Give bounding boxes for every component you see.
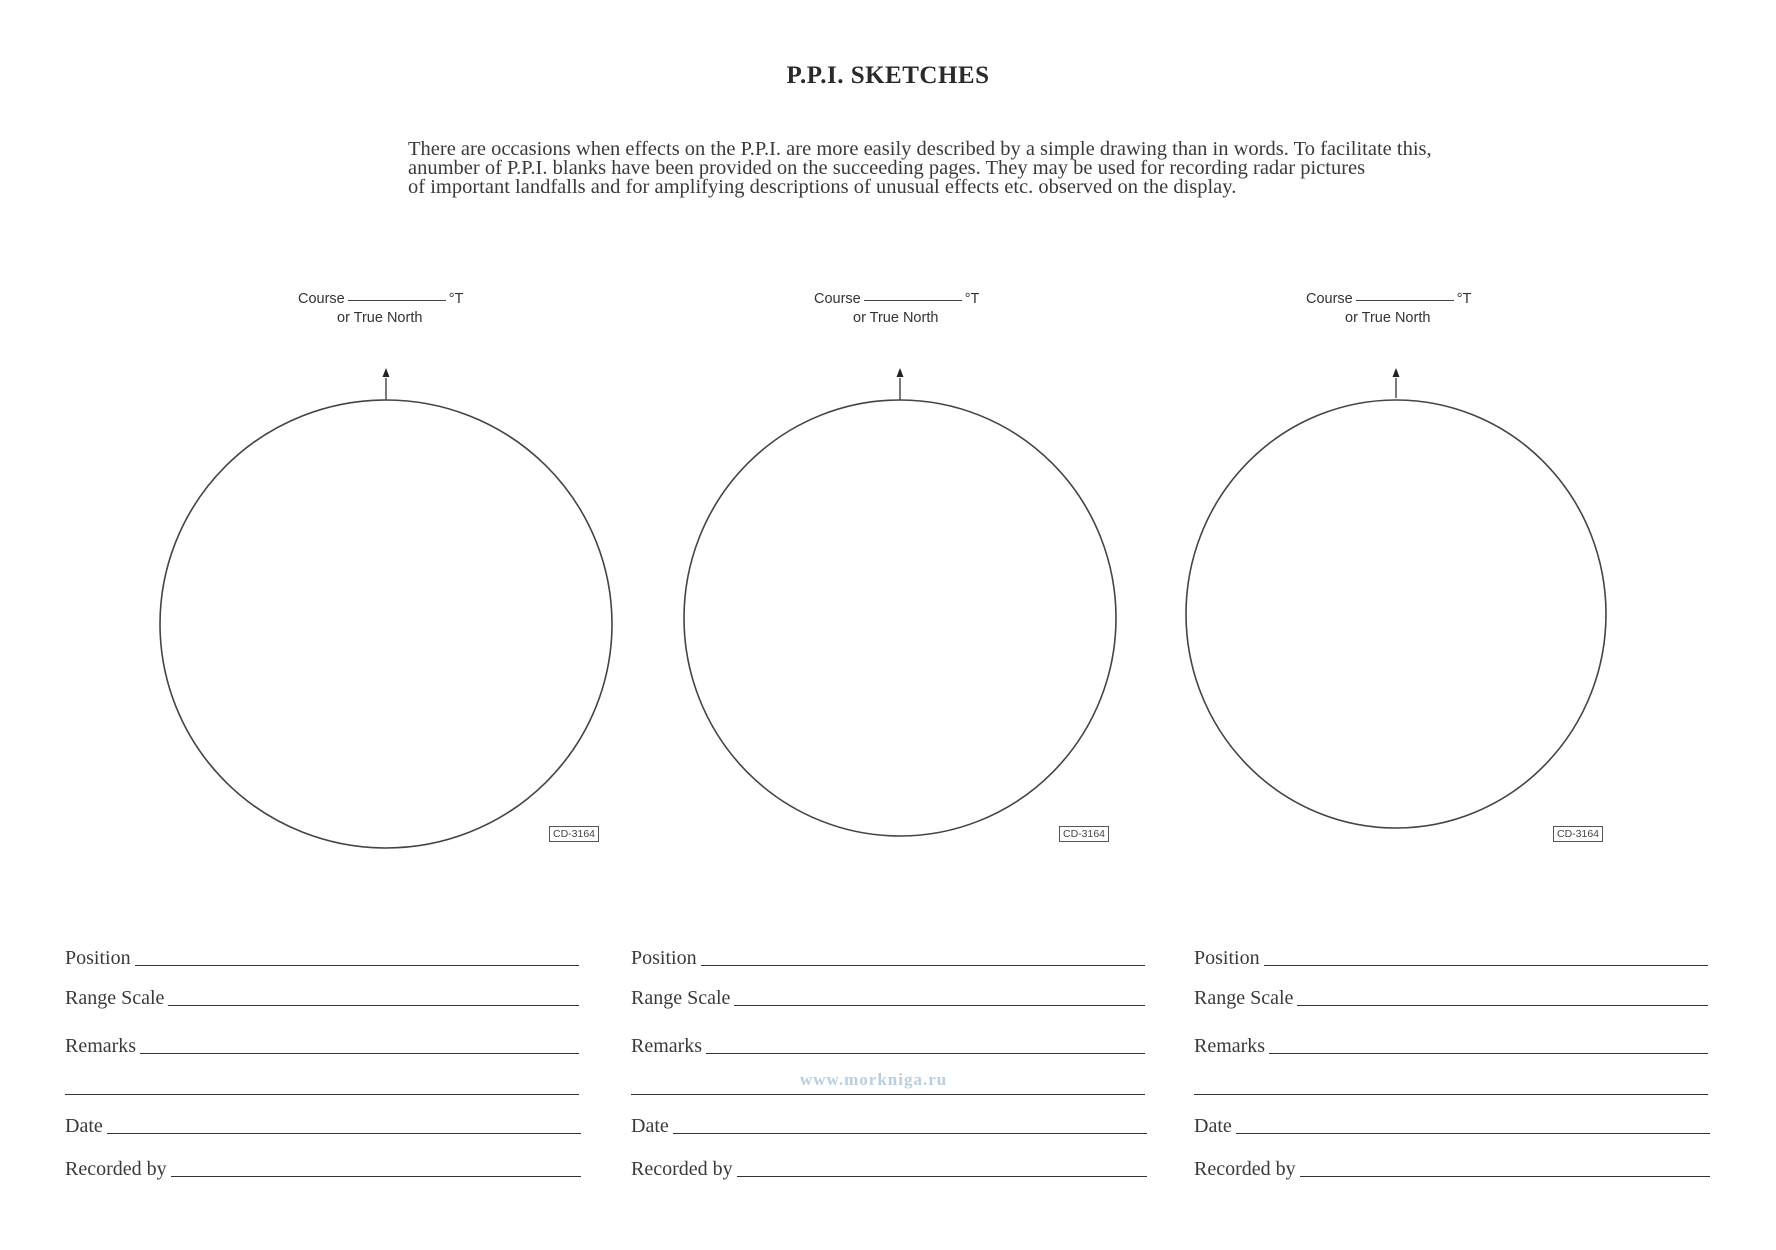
- recorded-by-field[interactable]: [171, 1176, 581, 1177]
- date-label: Date: [65, 1115, 103, 1137]
- chart-code-1: CD-3164: [549, 826, 599, 842]
- chart-code-2: CD-3164: [1059, 826, 1109, 842]
- position-row: [65, 944, 579, 968]
- intro-line-1: There are occasions when effects on the P.P.I. are more easily described by a simple drawing than in words. To facilitate this,: [408, 138, 1432, 160]
- range-scale-field[interactable]: [734, 1005, 1145, 1006]
- date-row: [65, 1112, 581, 1136]
- recorded-by-label: Recorded by: [1194, 1158, 1296, 1180]
- range-scale-label: Range Scale: [65, 987, 165, 1009]
- course-unit: °T: [964, 291, 980, 307]
- course-label-1: [298, 291, 463, 307]
- recorded-by-label: Recorded by: [65, 1158, 167, 1180]
- north-arrow-head-icon: [383, 368, 390, 377]
- remarks-label: Remarks: [1194, 1035, 1266, 1057]
- watermark: www.morkniga.ru: [800, 1070, 948, 1089]
- date-row: [631, 1112, 1147, 1136]
- range-scale-row: [1194, 984, 1708, 1008]
- range-scale-label: Range Scale: [631, 987, 731, 1009]
- remarks-field[interactable]: [1269, 1053, 1708, 1054]
- remarks-continuation-field[interactable]: [1194, 1094, 1708, 1095]
- date-label: Date: [1194, 1115, 1232, 1137]
- north-label-3: or True North: [1345, 310, 1431, 326]
- course-text: Course: [298, 291, 345, 307]
- date-label: Date: [631, 1115, 669, 1137]
- range-scale-field[interactable]: [1297, 1005, 1708, 1006]
- record-form-1: [65, 944, 579, 1184]
- position-field[interactable]: [135, 965, 579, 966]
- page-title: P.P.I. SKETCHES: [786, 62, 990, 89]
- north-label-2: or True North: [853, 310, 939, 326]
- range-scale-row: [65, 984, 579, 1008]
- remarks-label: Remarks: [631, 1035, 703, 1057]
- course-blank[interactable]: [864, 300, 962, 301]
- position-row: [631, 944, 1145, 968]
- record-form-2: [631, 944, 1145, 1184]
- course-blank[interactable]: [348, 300, 446, 301]
- position-field[interactable]: [701, 965, 1145, 966]
- recorded-by-field[interactable]: [1300, 1176, 1710, 1177]
- course-label-2: [814, 291, 979, 307]
- ppi-ring: [684, 400, 1116, 836]
- course-label-3: [1306, 291, 1471, 307]
- recorded-by-row: [1194, 1155, 1710, 1179]
- remarks-field[interactable]: [706, 1053, 1145, 1054]
- recorded-by-row: [631, 1155, 1147, 1179]
- remarks-row: [1194, 1032, 1708, 1056]
- remarks-label: Remarks: [65, 1035, 137, 1057]
- remarks-continuation-field[interactable]: [65, 1094, 579, 1095]
- remarks-row: [631, 1032, 1145, 1056]
- ppi-circle-2[interactable]: [670, 360, 1150, 860]
- ppi-ring: [1186, 400, 1606, 828]
- record-form-3: [1194, 944, 1708, 1184]
- intro-paragraph: [408, 138, 1432, 198]
- remarks-field[interactable]: [140, 1053, 579, 1054]
- position-label: Position: [65, 947, 131, 969]
- date-field[interactable]: [107, 1133, 581, 1134]
- recorded-by-field[interactable]: [737, 1176, 1147, 1177]
- position-row: [1194, 944, 1708, 968]
- recorded-by-row: [65, 1155, 581, 1179]
- remarks-continuation-field[interactable]: [631, 1094, 1145, 1095]
- north-arrow-head-icon: [1393, 368, 1400, 377]
- course-text: Course: [1306, 291, 1353, 307]
- chart-code-3: CD-3164: [1553, 826, 1603, 842]
- ppi-circle-3[interactable]: [1175, 360, 1655, 860]
- range-scale-row: [631, 984, 1145, 1008]
- position-label: Position: [631, 947, 697, 969]
- ppi-ring: [160, 400, 612, 848]
- intro-line-3: of important landfalls and for amplifying descriptions of unusual effects etc. observed on the display.: [408, 176, 1237, 198]
- course-unit: °T: [1456, 291, 1472, 307]
- course-unit: °T: [448, 291, 464, 307]
- ppi-circle-1[interactable]: [150, 360, 630, 860]
- course-text: Course: [814, 291, 861, 307]
- position-field[interactable]: [1264, 965, 1708, 966]
- range-scale-label: Range Scale: [1194, 987, 1294, 1009]
- north-label-1: or True North: [337, 310, 423, 326]
- recorded-by-label: Recorded by: [631, 1158, 733, 1180]
- date-field[interactable]: [1236, 1133, 1710, 1134]
- date-row: [1194, 1112, 1710, 1136]
- course-blank[interactable]: [1356, 300, 1454, 301]
- position-label: Position: [1194, 947, 1260, 969]
- remarks-row: [65, 1032, 579, 1056]
- range-scale-field[interactable]: [168, 1005, 579, 1006]
- date-field[interactable]: [673, 1133, 1147, 1134]
- intro-line-2: anumber of P.P.I. blanks have been provided on the succeeding pages. They may be used for recording radar pictures: [408, 157, 1366, 179]
- north-arrow-head-icon: [897, 368, 904, 377]
